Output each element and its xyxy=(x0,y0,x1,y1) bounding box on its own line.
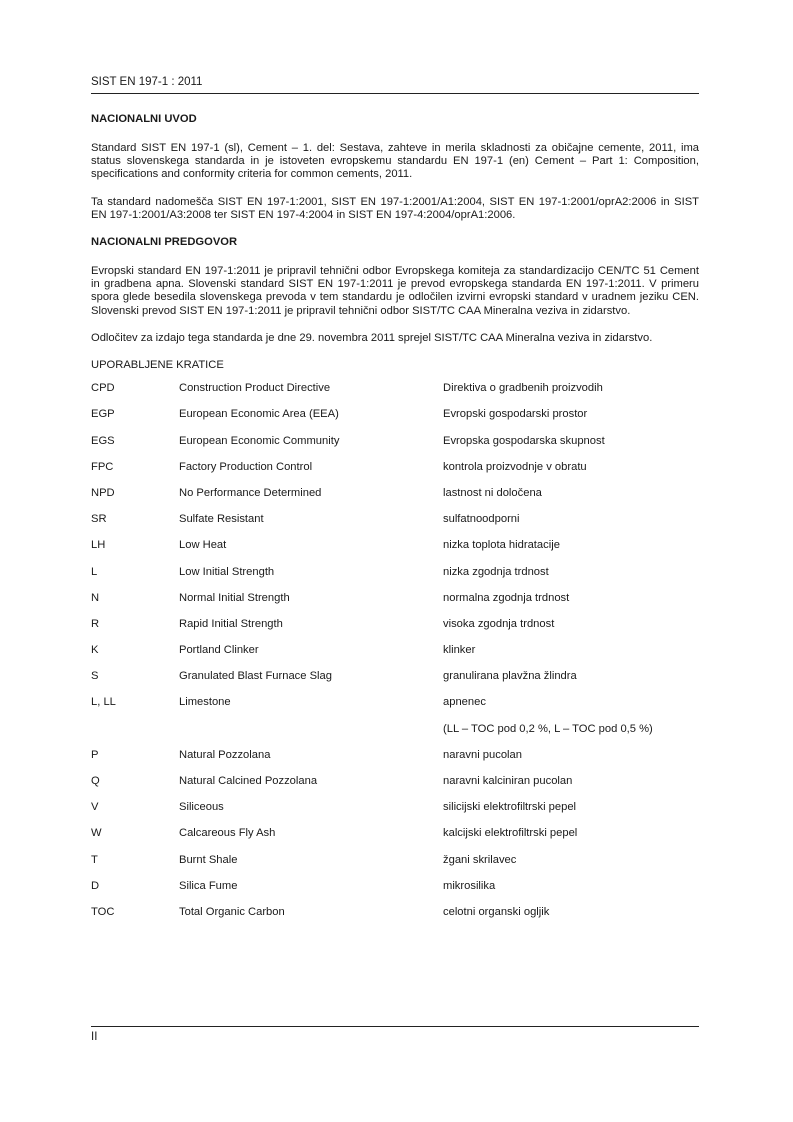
abbreviation-cell: SR xyxy=(91,513,107,526)
slovene-term-cell: klinker xyxy=(443,644,476,657)
abbreviation-cell: D xyxy=(91,879,100,892)
table-row xyxy=(91,877,699,903)
slovene-term-cell: žgani skrilavec xyxy=(443,853,517,866)
table-row xyxy=(91,667,699,693)
abbreviation-cell: S xyxy=(91,670,99,683)
abbreviation-cell: W xyxy=(91,827,102,840)
abbreviation-cell: TOC xyxy=(91,905,115,918)
english-term-cell: European Economic Community xyxy=(179,434,340,447)
english-term-cell: Factory Production Control xyxy=(179,460,313,473)
abbreviation-cell: Q xyxy=(91,775,100,788)
slovene-term-cell: Evropski gospodarski prostor xyxy=(443,408,588,421)
table-row xyxy=(91,798,699,824)
english-term-cell: Siliceous xyxy=(179,801,224,814)
table-row xyxy=(91,693,699,719)
abbreviation-cell: K xyxy=(91,644,99,657)
table-row xyxy=(91,746,699,772)
english-term-cell: Construction Product Directive xyxy=(179,382,331,395)
table-row xyxy=(91,851,699,877)
paragraph: Evropski standard EN 197-1:2011 je pripravil tehnični odbor Evropskega komiteja za standardizacijo CEN/TC 51 Cement in gradbena apna. Slovenski standard SIST EN 197-1:2011 je prevod evropskega standarda EN 197-1:2011. V primeru spora glede besedila slovenskega prevoda v tem standardu je odločilen izvirni evropski standard v uradnem jeziku CEN. Slovenski prevod SIST EN 197-1:2011 je pripravil tehnični odbor SIST/TC CAA Mineralna veziva in zidarstvo. xyxy=(91,265,699,317)
table-row xyxy=(91,903,699,929)
slovene-term-cell: nizka zgodnja trdnost xyxy=(443,565,549,578)
slovene-term-cell: normalna zgodnja trdnost xyxy=(443,591,570,604)
table-row xyxy=(91,589,699,615)
abbreviation-cell: EGP xyxy=(91,408,115,421)
abbreviation-cell: NPD xyxy=(91,486,115,499)
table-row xyxy=(91,458,699,484)
table-row xyxy=(91,405,699,431)
slovene-term-cell: Direktiva o gradbenih proizvodih xyxy=(443,382,603,395)
page-content xyxy=(91,113,699,929)
paragraph: Standard SIST EN 197-1 (sl), Cement – 1. del: Sestava, zahteve in merila skladnosti za običajne cemente, 2011, ima status slovenskega standarda in je istoveten evropskemu standardu EN 197-1 (en) Cement – Part 1: Composition, specifications and conformity criteria for common cements, 2011. xyxy=(91,142,699,181)
english-term-cell: Natural Pozzolana xyxy=(179,748,271,761)
english-term-cell: Natural Calcined Pozzolana xyxy=(179,775,318,788)
abbreviation-cell: T xyxy=(91,853,98,866)
table-row xyxy=(91,824,699,850)
slovene-term-cell: visoka zgodnja trdnost xyxy=(443,617,555,630)
table-row xyxy=(91,536,699,562)
slovene-term-cell: Evropska gospodarska skupnost xyxy=(443,434,605,447)
table-row xyxy=(91,563,699,589)
slovene-term-cell: kalcijski elektrofiltrski pepel xyxy=(443,827,578,840)
english-term-cell: Granulated Blast Furnace Slag xyxy=(179,670,332,683)
abbreviation-cell: V xyxy=(91,801,99,814)
english-term-cell xyxy=(179,720,443,746)
english-term-cell: Limestone xyxy=(179,696,231,709)
slovene-term-cell: (LL – TOC pod 0,2 %, L – TOC pod 0,5 %) xyxy=(443,722,653,735)
abbreviation-cell: CPD xyxy=(91,382,115,395)
english-term-cell: Low Initial Strength xyxy=(179,565,275,578)
abbreviations-table xyxy=(91,379,699,929)
slovene-term-cell: naravni kalciniran pucolan xyxy=(443,775,573,788)
section-heading-predgovor: NACIONALNI PREDGOVOR xyxy=(91,236,238,249)
abbreviations-title: UPORABLJENE KRATICE xyxy=(91,359,224,372)
english-term-cell: Normal Initial Strength xyxy=(179,591,290,604)
slovene-term-cell: mikrosilika xyxy=(443,879,496,892)
slovene-term-cell: silicijski elektrofiltrski pepel xyxy=(443,801,577,814)
table-row xyxy=(91,641,699,667)
paragraph: Odločitev za izdajo tega standarda je dne 29. novembra 2011 sprejel SIST/TC CAA Mineralna veziva in zidarstvo. xyxy=(91,331,653,344)
table-row xyxy=(91,484,699,510)
english-term-cell: No Performance Determined xyxy=(179,486,322,499)
section-heading-uvod: NACIONALNI UVOD xyxy=(91,113,197,125)
english-term-cell: Low Heat xyxy=(179,539,227,552)
table-row xyxy=(91,379,699,405)
paragraph: Ta standard nadomešča SIST EN 197-1:2001, SIST EN 197-1:2001/A1:2004, SIST EN 197-1:2001/oprA2:2006 in SIST EN 197-1:2001/A3:2008 ter SIST EN 197-4:2004 in SIST EN 197-4:2004/oprA1:2006. xyxy=(91,195,699,221)
page-number: II xyxy=(91,1031,98,1043)
english-term-cell: Total Organic Carbon xyxy=(179,905,285,918)
english-term-cell: Sulfate Resistant xyxy=(179,513,264,526)
table-row xyxy=(91,772,699,798)
abbreviation-cell: R xyxy=(91,617,100,630)
table-row xyxy=(91,510,699,536)
table-row xyxy=(91,432,699,458)
abbreviation-cell: P xyxy=(91,748,99,761)
slovene-term-cell: naravni pucolan xyxy=(443,748,522,761)
page-header: SIST EN 197-1 : 2011 xyxy=(91,76,203,88)
english-term-cell: Burnt Shale xyxy=(179,853,238,866)
slovene-term-cell: celotni organski ogljik xyxy=(443,905,550,918)
english-term-cell: Silica Fume xyxy=(179,879,238,892)
abbreviation-cell: N xyxy=(91,591,100,604)
abbreviation-cell: FPC xyxy=(91,460,114,473)
header-rule xyxy=(91,93,699,94)
abbreviation-cell: L xyxy=(91,565,98,578)
english-term-cell: Calcareous Fly Ash xyxy=(179,827,276,840)
english-term-cell: Rapid Initial Strength xyxy=(179,617,283,630)
english-term-cell: European Economic Area (EEA) xyxy=(179,408,339,421)
slovene-term-cell: nizka toplota hidratacije xyxy=(443,539,560,552)
table-row xyxy=(91,615,699,641)
footer-rule xyxy=(91,1026,699,1027)
abbreviation-cell xyxy=(91,720,179,746)
abbreviation-cell: EGS xyxy=(91,434,115,447)
slovene-term-cell: kontrola proizvodnje v obratu xyxy=(443,460,587,473)
slovene-term-cell: granulirana plavžna žlindra xyxy=(443,670,577,683)
abbreviation-cell: L, LL xyxy=(91,696,116,709)
english-term-cell: Portland Clinker xyxy=(179,644,259,657)
slovene-term-cell: lastnost ni določena xyxy=(443,486,542,499)
abbreviation-cell: LH xyxy=(91,539,106,552)
slovene-term-cell: sulfatnoodporni xyxy=(443,513,520,526)
table-row xyxy=(91,720,699,746)
slovene-term-cell: apnenec xyxy=(443,696,486,709)
